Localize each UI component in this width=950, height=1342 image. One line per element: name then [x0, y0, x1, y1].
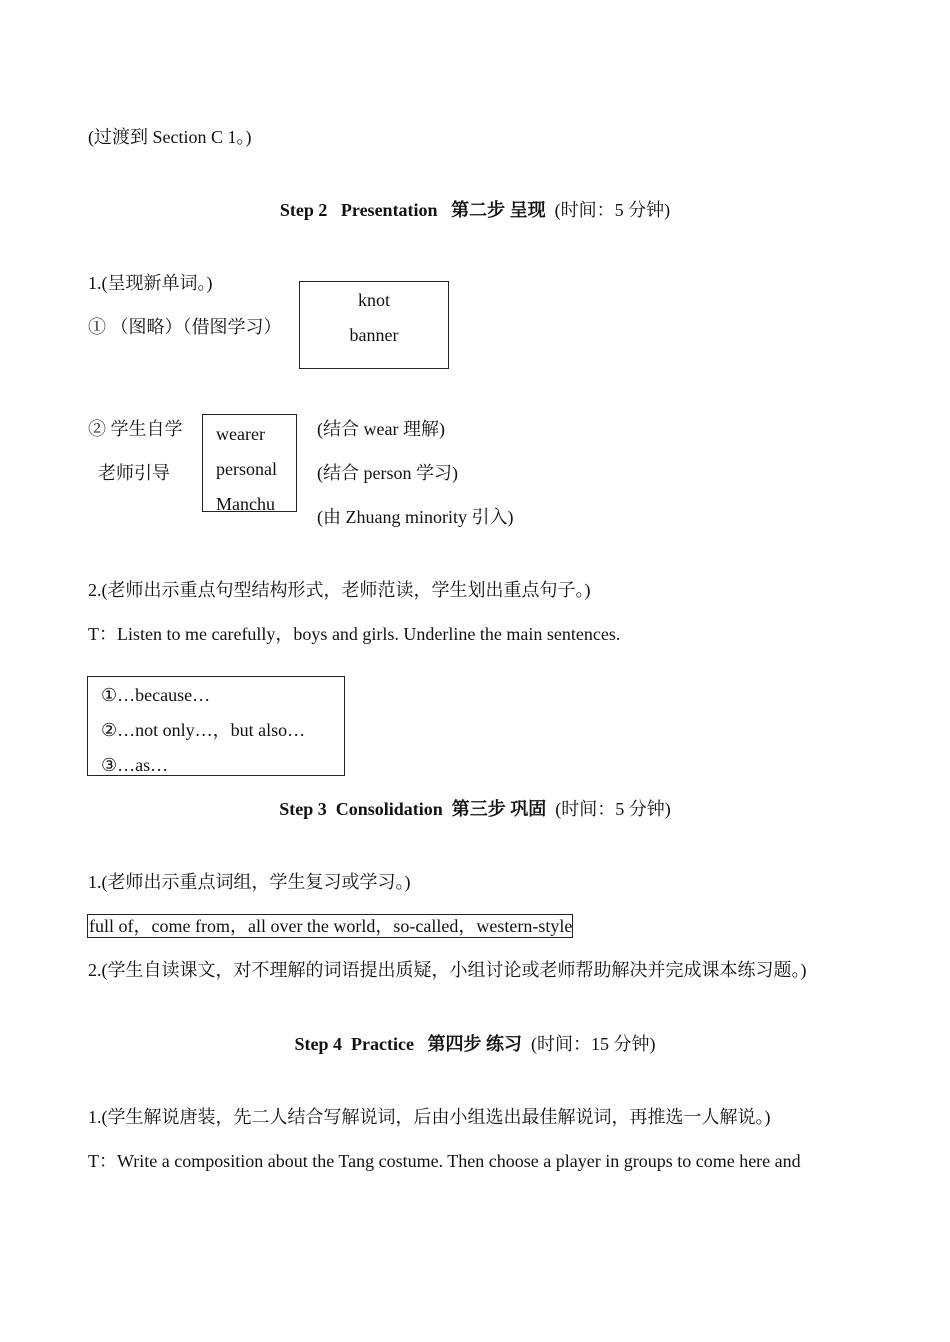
step2-item2-label: 2.(老师出示重点句型结构形式，老师范读，学生划出重点句子。): [88, 580, 591, 600]
step2-title-en: Step 2 Presentation: [279, 200, 438, 220]
step4-title-en: Step 4 Practice: [294, 1034, 414, 1054]
pattern-because: ①…because…: [101, 685, 211, 705]
step3-item2-label: 2.(学生自读课文，对不理解的词语提出质疑，小组讨论或老师帮助解决并完成课本练习题。): [88, 960, 807, 980]
step2-title-cn: 第二步 呈现: [451, 200, 546, 220]
step3-time: (时间：5 分钟): [555, 799, 671, 819]
step4-item1-label: 1.(学生解说唐装，先二人结合写解说词，后由小组选出最佳解说词，再推选一人解说。): [88, 1107, 771, 1127]
pattern-not-only: ②…not only…，but also…: [101, 720, 306, 740]
step3-title-cn: 第三步 巩固: [451, 799, 547, 819]
sentence-pattern-box: [87, 676, 345, 776]
word-personal: personal: [216, 459, 277, 479]
transition-line: (过渡到 Section C 1。): [88, 127, 252, 147]
word-banner: banner: [349, 325, 399, 345]
teacher-line-2: T：Write a composition about the Tang costume. Then choose a player in groups to come here and: [88, 1151, 801, 1171]
vocab-box: [202, 414, 297, 512]
step2-item1-label: 1.(呈现新单词。): [88, 273, 213, 293]
step3-heading: [0, 798, 950, 820]
pattern-as: ③…as…: [101, 755, 169, 775]
step4-heading: [0, 1033, 950, 1055]
teacher-guide-label: 老师引导: [98, 463, 170, 483]
new-words-box: [299, 281, 449, 369]
step2-time: (时间：5 分钟): [554, 200, 671, 220]
self-study-label: ② 学生自学: [88, 419, 183, 439]
step3-title-en: Step 3 Consolidation: [279, 799, 443, 819]
key-phrases-box: full of，come from，all over the world，so-called，western-style: [89, 916, 573, 936]
step4-time: (时间：15 分钟): [530, 1034, 656, 1054]
word-wearer: wearer: [216, 424, 265, 444]
note-wear: (结合 wear 理解): [317, 419, 445, 439]
word-manchu: Manchu: [216, 494, 275, 512]
note-zhuang: (由 Zhuang minority 引入): [317, 507, 514, 527]
note-person: (结合 person 学习): [317, 463, 458, 483]
step2-heading: [0, 199, 950, 221]
step2-item1-sub: ① （图略）（借图学习）: [88, 317, 282, 337]
word-knot: knot: [357, 290, 390, 310]
teacher-line-1: T：Listen to me carefully，boys and girls. Underline the main sentences.: [88, 624, 621, 644]
step4-title-cn: 第四步 练习: [427, 1034, 522, 1054]
step3-item1-label: 1.(老师出示重点词组，学生复习或学习。): [88, 872, 411, 892]
